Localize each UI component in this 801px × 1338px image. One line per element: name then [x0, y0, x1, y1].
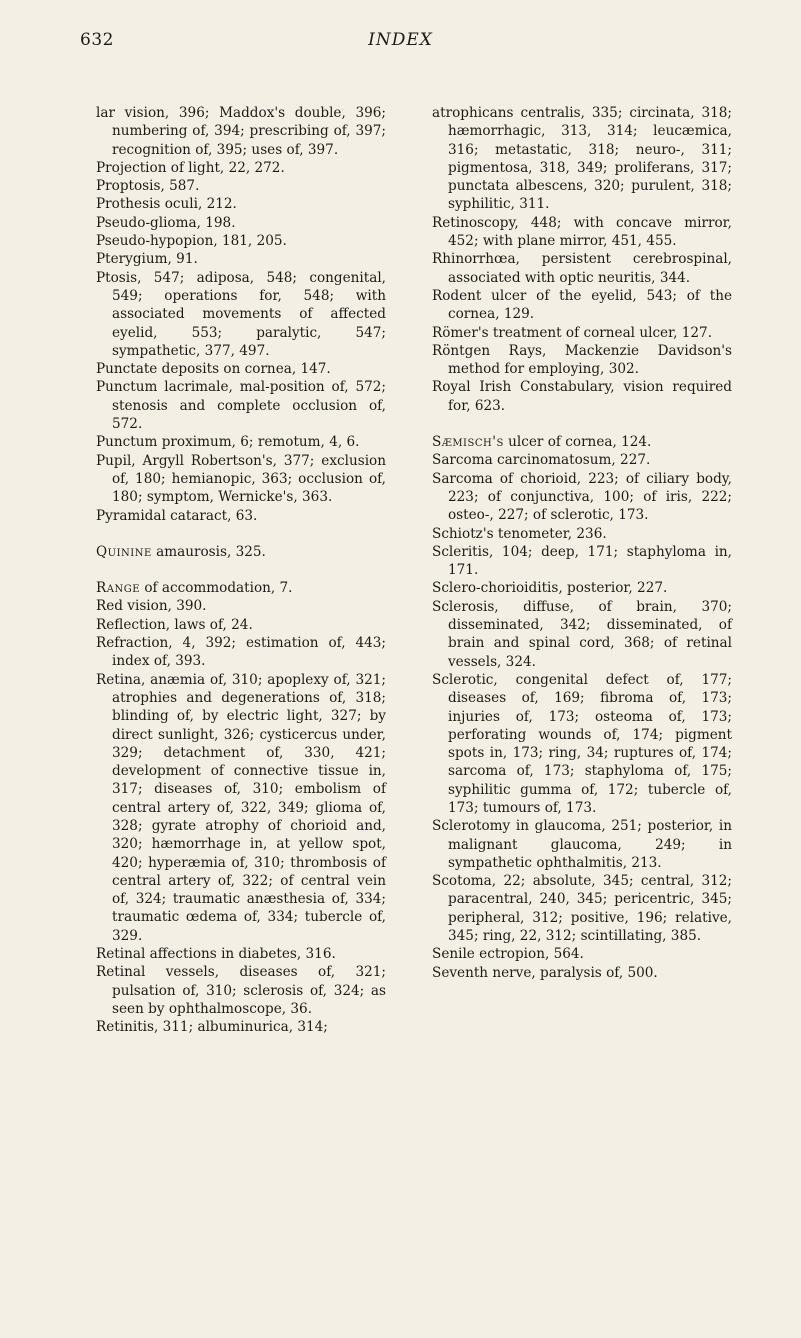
index-entry [432, 598, 732, 671]
index-entry [432, 945, 732, 963]
index-entry [96, 433, 386, 451]
index-entry [96, 378, 386, 433]
index-entry-text: Scleritis, 104; deep, 171; staphyloma in, 171. [432, 543, 732, 579]
index-entry-text: Sclero-chorioiditis, posterior, 227. [432, 580, 668, 597]
index-entry-text: Rhinorrhœa, persistent cerebrospinal, associated with optic neuritis, 344. [432, 251, 732, 286]
index-entry [96, 543, 386, 561]
index-entry-text: Sarcoma of chorioid, 223; of ciliary body, 223; of conjunctiva, 100; of iris, 222; osteo-, 227; of sclerotic, 173. [432, 470, 732, 524]
index-entry [96, 671, 386, 945]
index-entry-text: Sclerotic, congenital defect of, 177; diseases of, 169; fibroma of, 173; injuries of, 173; osteoma of, 173; perforating wounds of, 174; pigment spots in, 173; ring, 34; ruptures of, 174; sarcoma of, 173; staphyloma of, 175; syphilitic gumma of, 172; tubercle of, 173; tumours of, 173. [432, 671, 732, 816]
section-gap [96, 525, 386, 543]
index-entry-text: Retinal affections in diabetes, 316. [96, 946, 336, 963]
index-entry-text: Punctum lacrimale, mal-position of, 572; stenosis and complete occlusion of, 572. [96, 379, 386, 433]
index-entry [96, 104, 386, 159]
index-entry [96, 616, 386, 634]
index-entry-text: atrophicans centralis, 335; circinata, 318; hæmorrhagic, 313, 314; leucæmica, 316; metastatic, 318; neuro-, 311; pigmentosa, 318, 349; proliferans, 317; punctata albescens, 320; purulent, 318; syphilitic, 311. [432, 105, 732, 213]
index-entry [432, 324, 732, 342]
index-entry [96, 963, 386, 1018]
index-entry-text: Prothesis oculi, 212. [96, 196, 237, 213]
index-entry-text: Rodent ulcer of the eyelid, 543; of the cornea, 129. [432, 287, 732, 323]
index-entry [96, 232, 386, 250]
index-entry-text: Red vision, 390. [96, 598, 207, 615]
index-entry [432, 872, 732, 945]
index-entry-text: Pterygium, 91. [96, 251, 198, 268]
index-entry [96, 250, 386, 268]
index-entry-text: ulcer of cornea, 124. [503, 434, 652, 451]
section-gap [432, 415, 732, 433]
index-entry [432, 671, 732, 817]
index-entry [432, 817, 732, 872]
index-entry [96, 452, 386, 507]
index-entry-text: Projection of light, 22, 272. [96, 159, 285, 176]
index-column-left [96, 104, 386, 1037]
index-entry [96, 159, 386, 177]
index-entry-text: Sclerosis, diffuse, of brain, 370; disseminated, 342; disseminated, of brain and spinal cord, 368; of retinal vessels, 324. [432, 598, 732, 670]
index-entry-text: Sclerotomy in glaucoma, 251; posterior, in malignant glaucoma, 249; in sympathetic ophthalmitis, 213. [432, 818, 732, 871]
index-entry [96, 579, 386, 597]
index-entry [432, 378, 732, 415]
index-entry-text: Pseudo-hypopion, 181, 205. [96, 233, 287, 250]
section-lead-word: Range [96, 580, 140, 597]
index-entry [96, 214, 386, 232]
index-entry [96, 507, 386, 525]
index-entry-text: Royal Irish Constabulary, vision required for, 623. [432, 379, 732, 414]
index-entry [432, 287, 732, 324]
running-title: INDEX [368, 30, 433, 50]
index-entry [96, 597, 386, 615]
index-entry-text: Schiotz's tenometer, 236. [432, 525, 607, 542]
page-number: 632 [80, 30, 114, 50]
section-lead-word: Sæmisch's [432, 434, 504, 451]
index-entry-text: Pseudo-glioma, 198. [96, 214, 236, 231]
index-entry [432, 250, 732, 287]
index-entry [96, 360, 386, 378]
index-entry-text: Retinal vessels, diseases of, 321; pulsation of, 310; sclerosis of, 324; as seen by ophthalmoscope, 36. [96, 964, 386, 1017]
index-entry-text: Ptosis, 547; adiposa, 548; congenital, 549; operations for, 548; with associated movements of affected eyelid, 553; paralytic, 547; sympathetic, 377, 497. [96, 269, 386, 359]
index-entry-text: Pupil, Argyll Robertson's, 377; exclusion of, 180; hemianopic, 363; occlusion of, 180; symptom, Wernicke's, 363. [96, 452, 386, 506]
index-entry [96, 269, 386, 360]
index-entry-text: Proptosis, 587. [96, 178, 200, 195]
index-entry-text: Senile ectropion, 564. [432, 946, 584, 963]
index-column-right [432, 104, 732, 982]
index-entry-text: Retina, anæmia of, 310; apoplexy of, 321; atrophies and degenerations of, 318; blinding of, by electric light, 327; by direct sunlight, 326; cysticercus under, 329; detachment of, 330, 421; development of connective tissue in, 317; diseases of, 310; embolism of central artery of, 322, 349; glioma of, 328; gyrate atrophy of chorioid and, 320; hæmorrhage in, at yellow spot, 420; hyperæmia of, 310; thrombosis of central artery of, 322; of central vein of, 324; traumatic anæsthesia of, 334; traumatic œdema of, 334; tubercle of, 329. [96, 671, 386, 944]
index-entry-text: Scotoma, 22; absolute, 345; central, 312; paracentral, 240, 345; pericentric, 345; peripheral, 312; positive, 196; relative, 345; ring, 22, 312; scintillating, 385. [432, 873, 732, 945]
index-entry-text: Punctate deposits on cornea, 147. [96, 361, 331, 378]
index-entry-text: Seventh nerve, paralysis of, 500. [432, 964, 658, 981]
index-entry [432, 451, 732, 469]
index-entry-text: Punctum proximum, 6; remotum, 4, 6. [96, 434, 360, 451]
index-entry-text: Retinitis, 311; albuminurica, 314; [96, 1019, 328, 1036]
section-lead-word: Quinine [96, 543, 152, 560]
index-entry-text: Röntgen Rays, Mackenzie Davidson's method for employing, 302. [432, 342, 732, 378]
index-entry-text: Refraction, 4, 392; estimation of, 443; index of, 393. [96, 635, 386, 670]
index-entry-text: of accommodation, 7. [140, 580, 293, 597]
index-entry [432, 470, 732, 525]
index-entry [96, 634, 386, 671]
index-entry [432, 579, 732, 597]
index-entry [96, 177, 386, 195]
index-entry [432, 342, 732, 379]
index-entry [432, 433, 732, 451]
index-entry-text: Pyramidal cataract, 63. [96, 507, 258, 524]
index-entry [432, 543, 732, 580]
index-entry [96, 1018, 386, 1036]
index-entry [432, 104, 732, 214]
index-entry [432, 525, 732, 543]
index-entry-text: amaurosis, 325. [151, 543, 266, 560]
index-entry-text: Reflection, laws of, 24. [96, 616, 253, 633]
section-gap [96, 561, 386, 579]
index-entry-text: Retinoscopy, 448; with concave mirror, 452; with plane mirror, 451, 455. [432, 214, 732, 250]
index-entry [432, 964, 732, 982]
index-entry [96, 945, 386, 963]
index-entry [96, 195, 386, 213]
index-entry-text: lar vision, 396; Maddox's double, 396; numbering of, 394; prescribing of, 397; recognition of, 395; uses of, 397. [96, 105, 386, 158]
index-entry-text: Sarcoma carcinomatosum, 227. [432, 452, 651, 469]
page-header [0, 30, 801, 60]
index-entry [432, 214, 732, 251]
index-entry-text: Römer's treatment of corneal ulcer, 127. [432, 324, 713, 341]
